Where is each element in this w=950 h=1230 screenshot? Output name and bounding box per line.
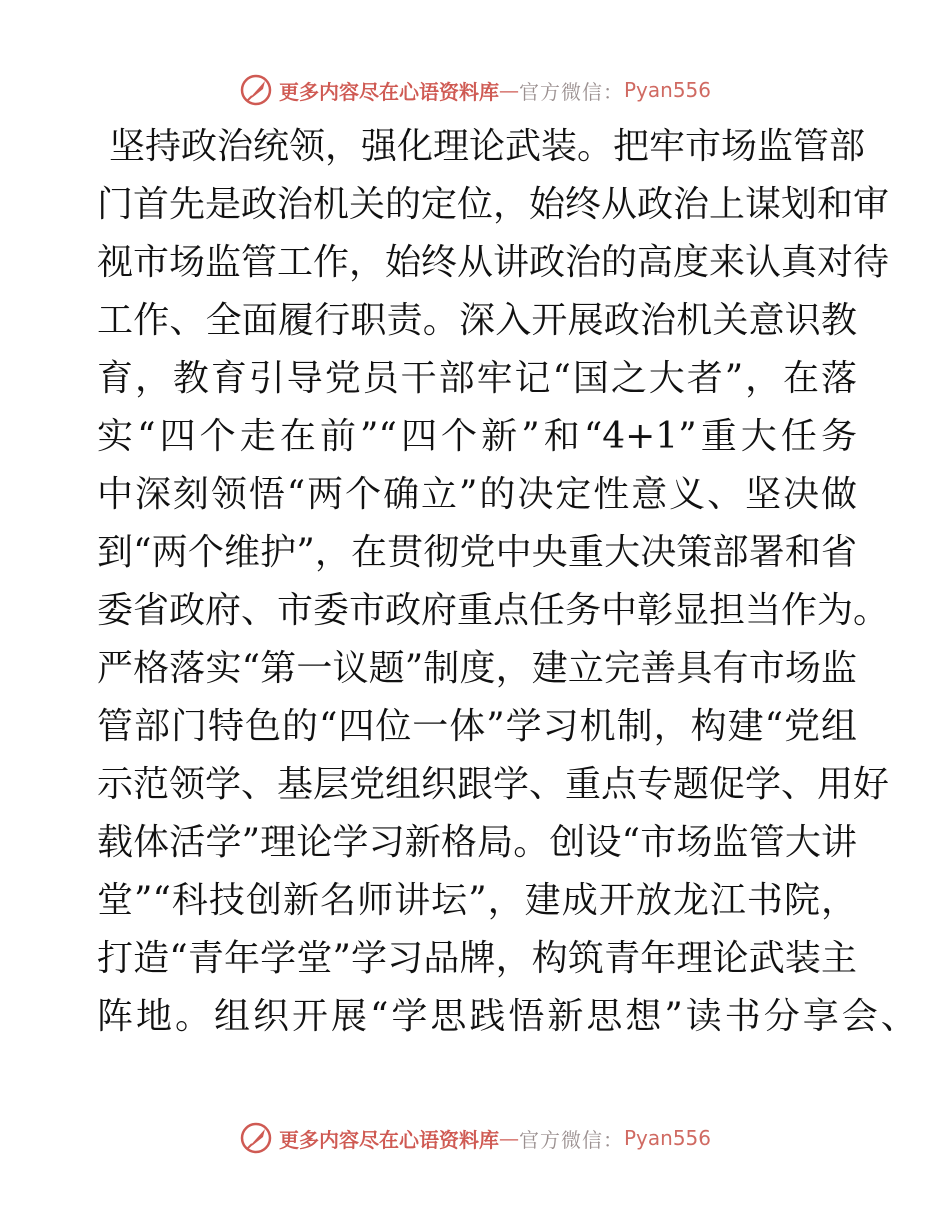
watermark-official-label: 官方微信： (518, 79, 624, 104)
document-body (97, 118, 920, 1046)
body-line: 载体活学”理论学习新格局。创设“市场监管大讲 (97, 822, 857, 863)
watermark-brand: 更多内容尽在心语资料库 (278, 1127, 499, 1152)
quill-logo-icon (239, 73, 273, 107)
watermark-account-id: Pyan556 (623, 78, 711, 102)
body-line: 委省政府、市委市政府重点任务中彰显担当作为。 (97, 590, 890, 631)
body-line: 工作、全面履行职责。深入开展政治机关意识教 (97, 300, 857, 341)
body-line: 门首先是政治机关的定位，始终从政治上谋划和审 (97, 184, 890, 225)
body-line: 坚持政治统领，强化理论武装。把牢市场监管部 (109, 126, 866, 167)
watermark-official-label: 官方微信： (518, 1127, 624, 1152)
watermark-account-id: Pyan556 (623, 1126, 711, 1150)
body-line: 管部门特色的“四位一体”学习机制，构建“党组 (97, 706, 857, 747)
header-watermark (0, 70, 950, 110)
quill-logo-icon (239, 1121, 273, 1155)
body-line: 堂”“科技创新名师讲坛”，建成开放龙江书院， (97, 880, 857, 921)
body-line: 阵地。组织开展“学思践悟新思想”读书分享会、 (97, 996, 920, 1037)
watermark-brand: 更多内容尽在心语资料库 (278, 79, 499, 104)
body-line: 育，教育引导党员干部牢记“国之大者”，在落 (97, 358, 857, 399)
body-line: 打造“青年学堂”学习品牌，构筑青年理论武装主 (97, 938, 857, 979)
watermark-separator: — (498, 1126, 519, 1150)
body-line: 实“四个走在前”“四个新”和“4+1”重大任务 (97, 416, 857, 457)
body-line: 示范领学、基层党组织跟学、重点专题促学、用好 (97, 764, 890, 805)
body-line: 中深刻领悟“两个确立”的决定性意义、坚决做 (97, 474, 857, 515)
body-line: 到“两个维护”，在贯彻党中央重大决策部署和省 (97, 532, 857, 573)
body-line: 视市场监管工作，始终从讲政治的高度来认真对待 (97, 242, 890, 283)
footer-watermark (0, 1118, 950, 1158)
watermark-separator: — (498, 78, 519, 102)
body-line: 严格落实“第一议题”制度，建立完善具有市场监 (97, 648, 857, 689)
